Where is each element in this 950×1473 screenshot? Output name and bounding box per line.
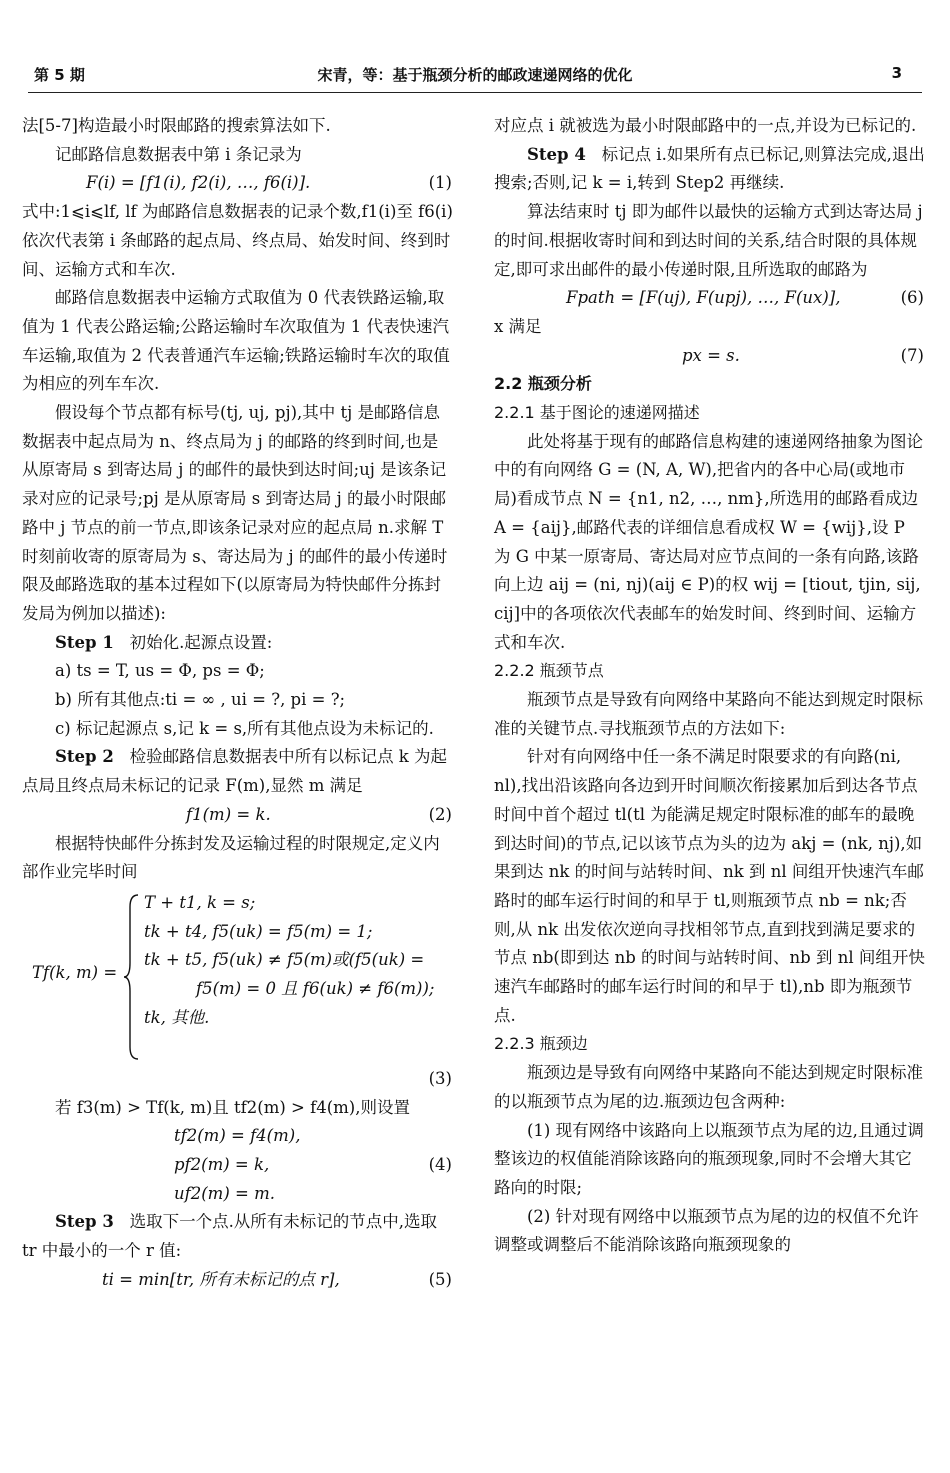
step-label: Step 3 bbox=[55, 1212, 114, 1232]
step-label: Step 2 bbox=[55, 747, 114, 767]
left-column bbox=[22, 112, 454, 1294]
equation-body: f1(m) = k. bbox=[186, 804, 271, 824]
equation-body: Fpath = [F(uj), F(upj), …, F(ux)], bbox=[566, 288, 841, 308]
equation-number: (1) bbox=[428, 173, 452, 193]
paragraph: 邮路信息数据表中运输方式取值为 0 代表铁路运输,取值为 1 代表公路运输;公路运输时车次取值为 1 代表快速汽车运输,取值为 2 代表普通汽车运输;铁路运输时车次的取值为相应的列车车次. bbox=[22, 288, 450, 394]
left-brace-icon bbox=[122, 893, 140, 1061]
case-line: tk + t4, f5(uk) = f5(m) = 1; bbox=[144, 921, 373, 941]
equation-7 bbox=[494, 342, 926, 371]
step-text: 选取下一个点.从所有未标记的节点中,选取 tr 中最小的一个 r 值: bbox=[22, 1212, 438, 1261]
equation-number: (7) bbox=[900, 345, 924, 365]
subsection-heading: 2.2.1 基于图论的速递网描述 bbox=[494, 403, 700, 422]
subsection-heading: 2.2.3 瓶颈边 bbox=[494, 1034, 588, 1054]
equation-body: F(i) = [f1(i), f2(i), …, f6(i)]. bbox=[86, 173, 311, 193]
equation-cases bbox=[144, 889, 434, 1033]
case-line: tk + t5, f5(uk) ≠ f5(m)或(f5(uk) = bbox=[144, 950, 425, 970]
step-3 bbox=[22, 1208, 454, 1265]
paragraph: (1) 现有网络中该路向上以瓶颈节点为尾的边,且通过调整该边的权值能消除该路向的瓶颈现象,同时不会增大其它路向的时限; bbox=[494, 1120, 924, 1197]
paragraph: (2) 针对现有网络中以瓶颈节点为尾的边的权值不允许调整或调整后不能消除该路向瓶颈现象的 bbox=[494, 1206, 919, 1255]
equation-body: ti = min[tr, 所有未标记的点 r], bbox=[102, 1269, 340, 1289]
equation-5 bbox=[22, 1266, 454, 1295]
step-label: Step 4 bbox=[527, 144, 586, 164]
paragraph: 若 f3(m) > Tf(k, m)且 tf2(m) > f4(m),则设置 bbox=[55, 1097, 410, 1117]
step-item: c) 标记起源点 s,记 k = s,所有其他点设为未标记的. bbox=[55, 718, 434, 738]
paragraph: 记邮路信息数据表中第 i 条记录为 bbox=[55, 144, 302, 164]
paragraph: 瓶颈节点是导致有向网络中某路向不能达到规定时限标准的关键节点.寻找瓶颈节点的方法如下: bbox=[494, 690, 923, 738]
equation-lhs: Tf(k, m) = bbox=[32, 962, 118, 982]
paragraph: x 满足 bbox=[494, 316, 542, 336]
equation-3-number-row bbox=[22, 1065, 454, 1094]
equation-3 bbox=[22, 887, 454, 1065]
case-line: f5(m) = 0 且 f6(uk) ≠ f6(m)); bbox=[196, 979, 435, 999]
running-header bbox=[28, 64, 922, 88]
equation-number: (3) bbox=[428, 1068, 452, 1088]
step-2 bbox=[22, 743, 454, 800]
equation-2 bbox=[22, 801, 454, 830]
subsection-heading: 2.2.2 瓶颈节点 bbox=[494, 661, 604, 681]
equation-number: (2) bbox=[428, 804, 452, 824]
right-column bbox=[494, 112, 926, 1260]
case-line: T + t1, k = s; bbox=[144, 892, 256, 912]
equation-line: pf2(m) = k, bbox=[174, 1155, 270, 1175]
step-label: Step 1 bbox=[55, 632, 114, 652]
paragraph: 瓶颈边是导致有向网络中某路向不能达到规定时限标准的以瓶颈节点为尾的边.瓶颈边包含两种: bbox=[494, 1063, 923, 1111]
paragraph: 针对有向网络中任一条不满足时限要求的有向路(ni, nl),找出沿该路向各边到开时间顺次衔接累加后到达各节点时间中首个超过 tl(tl 为能满足规定时限标准的邮车的最晚到达时间)的节点,记以该节点为头的边为 akj = (nk, nj),如果到达 nk 的时间与站转时间、nk 到 nl 间组开快速汽车邮路时的邮车运行时间的和早于 tl,则瓶颈节点 nb = nk;否则,从 nk 出发依次逆向寻找相邻节点,直到找到满足要求的节点 nb(即到达 nb 的时间与站转时间、nb 到 nl 间组开快速汽车邮路时的邮车运行时间的和早于 tl),nb 即为瓶颈节点. bbox=[494, 747, 925, 1025]
paragraph: 式中:1⩽i⩽lf, lf 为邮路信息数据表的记录个数,f1(i)至 f6(i)依次代表第 i 条邮路的起点局、终点局、始发时间、终到时间、运输方式和车次. bbox=[22, 202, 453, 279]
equation-body: px = s. bbox=[682, 345, 740, 365]
section-heading: 2.2 瓶颈分析 bbox=[494, 374, 592, 394]
paragraph: 此处将基于现有的邮路信息构建的速递网络抽象为图论中的有向网络 G = (N, A, W),把省内的各中心局(或地市局)看成节点 N = {n1, n2, …, nm},所选用的邮路看成边 A = {aij},邮路代表的详细信息看成权 W = {wij},设 P 为 G 中某一原寄局、寄达局对应节点间的一条有向路,该路向上边 aij = (ni, nj)(aij ∈ P)的权 wij = [tiout, tjin, sij, cij]中的各项依次代表邮车的始发时间、终到时间、运输方式和车次. bbox=[494, 431, 923, 652]
equation-number: (4) bbox=[428, 1155, 452, 1175]
step-item: b) 所有其他点:ti = ∞ , ui = ?, pi = ?; bbox=[55, 690, 346, 710]
header-rule bbox=[28, 92, 922, 93]
equation-1 bbox=[22, 169, 454, 198]
step-text: 初始化.起源点设置: bbox=[129, 632, 273, 652]
paragraph: 法[5-7]构造最小时限邮路的搜索算法如下. bbox=[22, 116, 331, 135]
paragraph: 对应点 i 就被选为最小时限邮路中的一点,并设为已标记的. bbox=[494, 116, 917, 135]
step-1 bbox=[22, 629, 454, 658]
paragraph: 算法结束时 tj 即为邮件以最快的运输方式到达寄达局 j 的时间.根据收寄时间和到达时间的关系,结合时限的具体规定,即可求出邮件的最小传递时限,且所选取的邮路为 bbox=[494, 202, 923, 279]
step-item: a) ts = T, us = Φ, ps = Φ; bbox=[55, 661, 265, 681]
equation-line: uf2(m) = m. bbox=[174, 1184, 275, 1204]
case-line: tk, 其他. bbox=[144, 1007, 210, 1027]
step-text: 标记点 i.如果所有点已标记,则算法完成,退出搜索;否则,记 k = i,转到 Step2 再继续. bbox=[494, 144, 925, 193]
equation-number: (6) bbox=[900, 288, 924, 308]
equation-6 bbox=[494, 284, 926, 313]
paragraph: 根据特快邮件分拣封发及运输过程的时限规定,定义内部作业完毕时间 bbox=[22, 833, 440, 882]
equation-number: (5) bbox=[428, 1269, 452, 1289]
step-4 bbox=[494, 141, 926, 198]
step-text: 检验邮路信息数据表中所有以标记点 k 为起点局且终点局未标记的记录 F(m),显然 m 满足 bbox=[22, 747, 448, 796]
equation-4 bbox=[22, 1122, 454, 1208]
issue-number: 第 5 期 bbox=[34, 66, 85, 84]
page-number: 3 bbox=[891, 64, 902, 82]
equation-line: tf2(m) = f4(m), bbox=[174, 1126, 301, 1146]
running-title: 宋青，等：基于瓶颈分析的邮政速递网络的优化 bbox=[317, 66, 633, 84]
paragraph: 假设每个节点都有标号(tj, uj, pj),其中 tj 是邮路信息数据表中起点局为 n、终点局为 j 的邮路的终到时间,也是从原寄局 s 到寄达局 j 的邮件的最快到达时间;uj 是该条记录对应的记录号;pj 是从原寄局 s 到寄达局 j 的最小时限邮路中 j 节点的前一节点,即该条记录对应的起点局 n.求解 T 时刻前收寄的原寄局为 s、寄达局为 j 的邮件的最小传递时限及邮路选取的基本过程如下(以原寄局为特快邮件分拣封发局为例加以描述): bbox=[22, 403, 448, 623]
